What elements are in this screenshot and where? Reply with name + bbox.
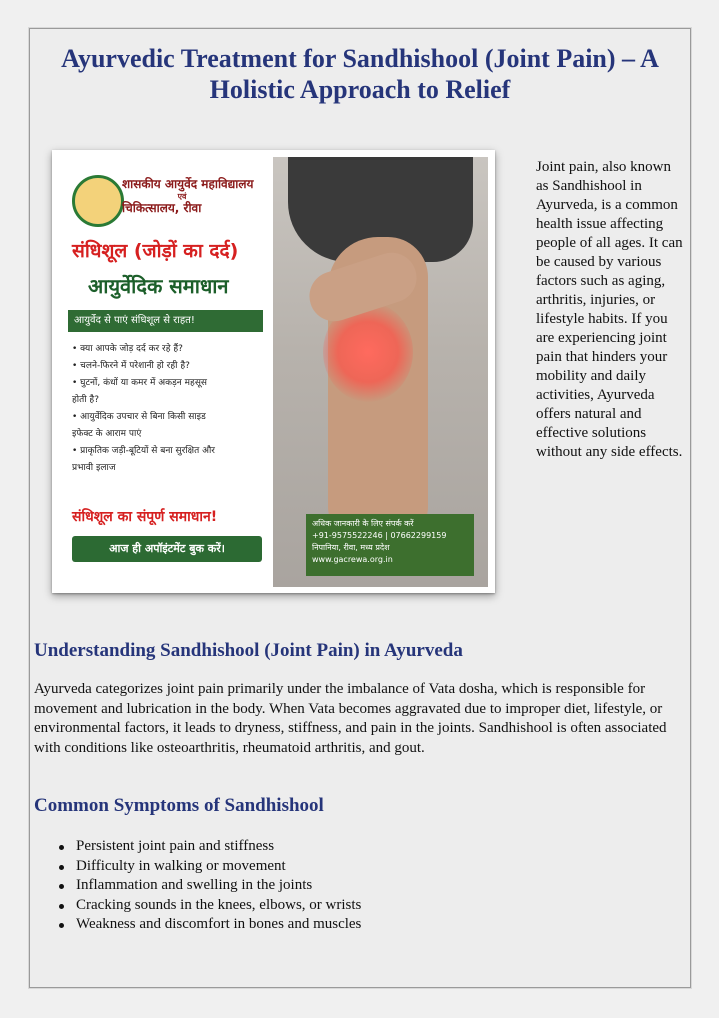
poster-bullet: • घुटनों, कंधों या कमर में अकड़न महसूस: [72, 378, 207, 388]
poster-bullet: • आयुर्वेदिक उपचार से बिना किसी साइड: [72, 412, 206, 422]
poster-image-frame: [52, 150, 495, 593]
list-item: Cracking sounds in the knees, elbows, or wrists: [56, 896, 656, 916]
poster-bullet: • चलने-फिरने में परेशानी हो रही है?: [72, 361, 190, 371]
list-item: Weakness and discomfort in bones and muscles: [56, 915, 656, 935]
intro-paragraph: Joint pain, also known as Sandhishool in Ayurveda, is a common health issue affecting people of all ages. It can be caused by various factors such as aging, arthritis, injuries, or lifestyle habits. If you are experiencing joint pain that hinders your mobility and daily activities, Ayurveda offers natural and effective solutions without any side effects.: [536, 159, 683, 460]
poster-image: [58, 157, 488, 587]
list-item: Persistent joint pain and stiffness: [56, 837, 656, 857]
poster-solution: संधिशूल का संपूर्ण समाधान!: [72, 509, 218, 525]
college-name: शासकीय आयुर्वेद महाविद्यालय एवं चिकित्सालय, रीवा: [122, 177, 254, 215]
poster-bullet: इफेक्ट के आराम पाएं: [72, 429, 142, 439]
symptoms-list: [56, 837, 656, 935]
poster-band: आयुर्वेद से पाएं संधिशूल से राहत!: [68, 310, 263, 332]
section-paragraph: Ayurveda categorizes joint pain primarily under the imbalance of Vata dosha, which is responsible for movement and lubrication in the body. When Vata becomes aggravated due to improper diet, lifestyle, or environmental factors, it leads to dryness, stiffness, and pain in the joints. Sandhishool is often associated with conditions like osteoarthritis, rheumatoid arthritis, and gout.: [34, 681, 667, 756]
list-item: Inflammation and swelling in the joints: [56, 876, 656, 896]
poster-subheadline: आयुर्वेदिक समाधान: [88, 274, 229, 298]
document-page: [29, 28, 691, 988]
poster-bullet: • क्या आपके जोड़ दर्द कर रहे हैं?: [72, 344, 183, 354]
college-logo-icon: [72, 175, 124, 227]
section-heading-symptoms: Common Symptoms of Sandhishool: [34, 795, 324, 816]
list-item: Difficulty in walking or movement: [56, 857, 656, 877]
poster-headline: संधिशूल (जोड़ों का दर्द): [72, 240, 239, 262]
page-title: Ayurvedic Treatment for Sandhishool (Joint Pain) – A Holistic Approach to Relief: [61, 44, 659, 104]
poster-bullet: • प्राकृतिक जड़ी-बूटियों से बना सुरक्षित और: [72, 446, 215, 456]
poster-cta: आज ही अपॉइंटमेंट बुक करें।: [72, 536, 262, 562]
section-heading-understanding: Understanding Sandhishool (Joint Pain) in Ayurveda: [34, 640, 463, 661]
poster-bullets: [72, 341, 272, 477]
poster-bullet: प्रभावी इलाज: [72, 463, 116, 473]
poster-contact: अधिक जानकारी के लिए संपर्क करें +91-9575522246 | 07662299159 निपानिया, रीवा, मध्य प्रदेश www.gacrewa.org.in: [306, 514, 474, 576]
poster-bullet: होती है?: [72, 395, 99, 405]
